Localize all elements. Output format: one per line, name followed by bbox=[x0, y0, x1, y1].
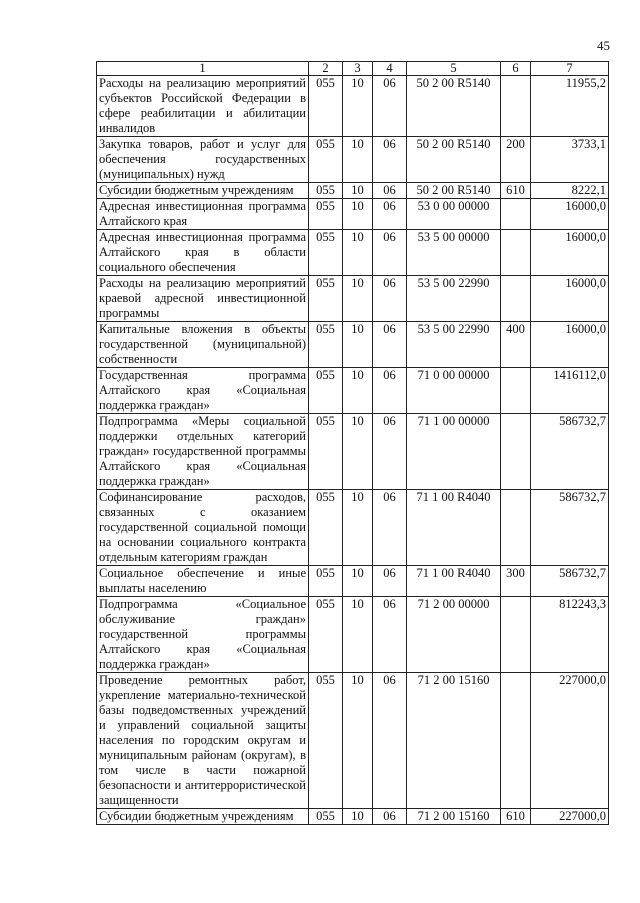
budget-table bbox=[96, 61, 609, 825]
target-article-code: 53 0 00 00000 bbox=[407, 199, 501, 230]
table-row bbox=[97, 597, 609, 673]
expense-type-code bbox=[501, 414, 531, 490]
target-article-code: 50 2 00 R5140 bbox=[407, 76, 501, 137]
amount: 8222,1 bbox=[531, 183, 609, 199]
column-header: 6 bbox=[501, 62, 531, 76]
section-code: 10 bbox=[343, 673, 373, 809]
item-name: Государственная программа Алтайского края «Социальная поддержка граждан» bbox=[97, 368, 309, 414]
amount: 1416112,0 bbox=[531, 368, 609, 414]
table-row bbox=[97, 183, 609, 199]
target-article-code: 71 1 00 00000 bbox=[407, 414, 501, 490]
item-name: Субсидии бюджетным учреждениям bbox=[97, 183, 309, 199]
expense-type-code bbox=[501, 673, 531, 809]
section-code: 10 bbox=[343, 322, 373, 368]
ministry-code: 055 bbox=[309, 490, 343, 566]
target-article-code: 71 2 00 15160 bbox=[407, 809, 501, 825]
header-row bbox=[97, 62, 609, 76]
expense-type-code: 610 bbox=[501, 809, 531, 825]
section-code: 10 bbox=[343, 183, 373, 199]
table-row bbox=[97, 368, 609, 414]
column-header: 2 bbox=[309, 62, 343, 76]
table-row bbox=[97, 809, 609, 825]
amount: 812243,3 bbox=[531, 597, 609, 673]
section-code: 10 bbox=[343, 490, 373, 566]
amount: 16000,0 bbox=[531, 322, 609, 368]
target-article-code: 71 2 00 15160 bbox=[407, 673, 501, 809]
amount: 3733,1 bbox=[531, 137, 609, 183]
section-code: 10 bbox=[343, 566, 373, 597]
ministry-code: 055 bbox=[309, 673, 343, 809]
expense-type-code: 610 bbox=[501, 183, 531, 199]
item-name: Расходы на реализацию мероприятий краевой адресной инвестиционной программы bbox=[97, 276, 309, 322]
section-code: 10 bbox=[343, 76, 373, 137]
subsection-code: 06 bbox=[373, 597, 407, 673]
expense-type-code bbox=[501, 76, 531, 137]
section-code: 10 bbox=[343, 199, 373, 230]
expense-type-code bbox=[501, 276, 531, 322]
section-code: 10 bbox=[343, 597, 373, 673]
subsection-code: 06 bbox=[373, 199, 407, 230]
ministry-code: 055 bbox=[309, 230, 343, 276]
target-article-code: 50 2 00 R5140 bbox=[407, 137, 501, 183]
expense-type-code: 400 bbox=[501, 322, 531, 368]
item-name: Субсидии бюджетным учреждениям bbox=[97, 809, 309, 825]
amount: 586732,7 bbox=[531, 414, 609, 490]
subsection-code: 06 bbox=[373, 809, 407, 825]
expense-type-code bbox=[501, 490, 531, 566]
item-name: Закупка товаров, работ и услуг для обеспечения государственных (муниципальных) нужд bbox=[97, 137, 309, 183]
item-name: Софинансирование расходов, связанных с оказанием государственной социальной помощи на основании социального контракта отдельным категориям граждан bbox=[97, 490, 309, 566]
target-article-code: 71 2 00 00000 bbox=[407, 597, 501, 673]
table-row bbox=[97, 76, 609, 137]
ministry-code: 055 bbox=[309, 414, 343, 490]
subsection-code: 06 bbox=[373, 673, 407, 809]
target-article-code: 53 5 00 22990 bbox=[407, 276, 501, 322]
expense-type-code: 200 bbox=[501, 137, 531, 183]
item-name: Капитальные вложения в объекты государственной (муниципальной) собственности bbox=[97, 322, 309, 368]
amount: 11955,2 bbox=[531, 76, 609, 137]
target-article-code: 53 5 00 00000 bbox=[407, 230, 501, 276]
target-article-code: 71 1 00 R4040 bbox=[407, 566, 501, 597]
expense-type-code bbox=[501, 199, 531, 230]
subsection-code: 06 bbox=[373, 368, 407, 414]
expense-type-code: 300 bbox=[501, 566, 531, 597]
target-article-code: 71 1 00 R4040 bbox=[407, 490, 501, 566]
target-article-code: 50 2 00 R5140 bbox=[407, 183, 501, 199]
section-code: 10 bbox=[343, 414, 373, 490]
section-code: 10 bbox=[343, 137, 373, 183]
item-name: Социальное обеспечение и иные выплаты населению bbox=[97, 566, 309, 597]
table-row bbox=[97, 414, 609, 490]
amount: 16000,0 bbox=[531, 230, 609, 276]
table-row bbox=[97, 673, 609, 809]
subsection-code: 06 bbox=[373, 490, 407, 566]
subsection-code: 06 bbox=[373, 322, 407, 368]
expense-type-code bbox=[501, 368, 531, 414]
subsection-code: 06 bbox=[373, 76, 407, 137]
amount: 16000,0 bbox=[531, 199, 609, 230]
item-name: Адресная инвестиционная программа Алтайского края bbox=[97, 199, 309, 230]
item-name: Проведение ремонтных работ, укрепление материально-технической базы подведомственных учреждений и управлений социальной защиты населения по городским округам и муниципальным районам (округам), в том числе в части пожарной безопасности и антитеррористической защищенности bbox=[97, 673, 309, 809]
amount: 227000,0 bbox=[531, 673, 609, 809]
column-header: 4 bbox=[373, 62, 407, 76]
section-code: 10 bbox=[343, 809, 373, 825]
item-name: Подпрограмма «Социальное обслуживание граждан» государственной программы Алтайского края «Социальная поддержка граждан» bbox=[97, 597, 309, 673]
ministry-code: 055 bbox=[309, 322, 343, 368]
amount: 16000,0 bbox=[531, 276, 609, 322]
table-row bbox=[97, 199, 609, 230]
ministry-code: 055 bbox=[309, 76, 343, 137]
ministry-code: 055 bbox=[309, 137, 343, 183]
table-row bbox=[97, 276, 609, 322]
table-row bbox=[97, 230, 609, 276]
ministry-code: 055 bbox=[309, 199, 343, 230]
ministry-code: 055 bbox=[309, 566, 343, 597]
column-header: 3 bbox=[343, 62, 373, 76]
subsection-code: 06 bbox=[373, 230, 407, 276]
item-name: Адресная инвестиционная программа Алтайского края в области социального обеспечения bbox=[97, 230, 309, 276]
target-article-code: 53 5 00 22990 bbox=[407, 322, 501, 368]
subsection-code: 06 bbox=[373, 137, 407, 183]
subsection-code: 06 bbox=[373, 183, 407, 199]
amount: 586732,7 bbox=[531, 490, 609, 566]
section-code: 10 bbox=[343, 368, 373, 414]
amount: 586732,7 bbox=[531, 566, 609, 597]
table-row bbox=[97, 566, 609, 597]
amount: 227000,0 bbox=[531, 809, 609, 825]
subsection-code: 06 bbox=[373, 276, 407, 322]
item-name: Подпрограмма «Меры социальной поддержки отдельных категорий граждан» государственной программы Алтайского края «Социальная поддержка граждан» bbox=[97, 414, 309, 490]
section-code: 10 bbox=[343, 276, 373, 322]
expense-type-code bbox=[501, 597, 531, 673]
table-row bbox=[97, 490, 609, 566]
column-header: 1 bbox=[97, 62, 309, 76]
target-article-code: 71 0 00 00000 bbox=[407, 368, 501, 414]
ministry-code: 055 bbox=[309, 597, 343, 673]
column-header: 7 bbox=[531, 62, 609, 76]
column-header: 5 bbox=[407, 62, 501, 76]
subsection-code: 06 bbox=[373, 566, 407, 597]
ministry-code: 055 bbox=[309, 183, 343, 199]
item-name: Расходы на реализацию мероприятий субъектов Российской Федерации в сфере реабилитации и абилитации инвалидов bbox=[97, 76, 309, 137]
table-row bbox=[97, 137, 609, 183]
ministry-code: 055 bbox=[309, 368, 343, 414]
subsection-code: 06 bbox=[373, 414, 407, 490]
section-code: 10 bbox=[343, 230, 373, 276]
page-number: 45 bbox=[597, 38, 610, 53]
ministry-code: 055 bbox=[309, 276, 343, 322]
expense-type-code bbox=[501, 230, 531, 276]
table-row bbox=[97, 322, 609, 368]
ministry-code: 055 bbox=[309, 809, 343, 825]
